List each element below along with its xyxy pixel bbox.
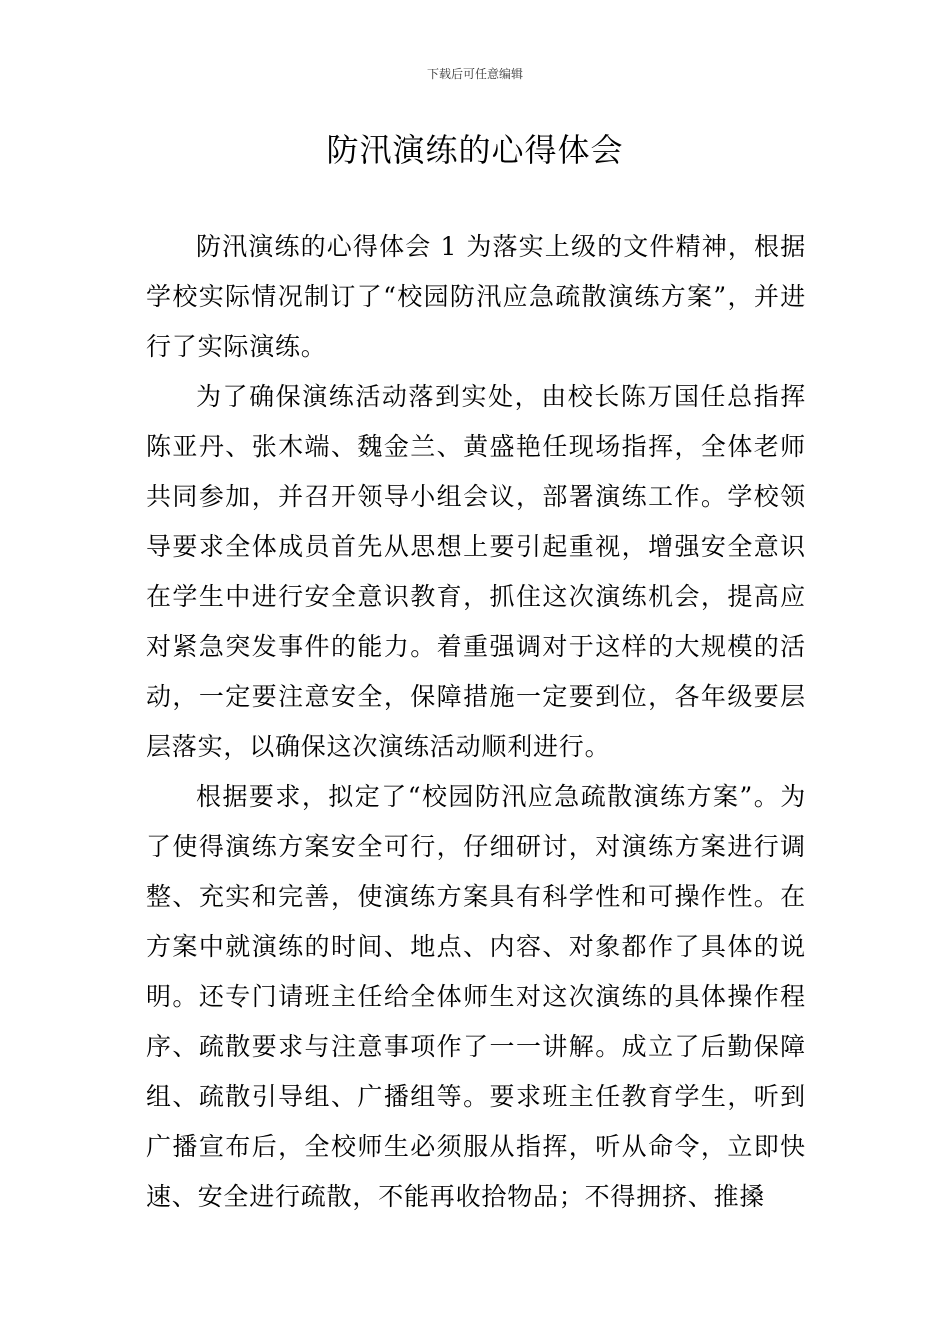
paragraph-2: 为了确保演练活动落到实处，由校长陈万国任总指挥陈亚丹、张木端、魏金兰、黄盛艳任现场指挥，全体老师共同参加，并召开领导小组会议，部署演练工作。学校领导要求全体成员首先从思想上要引起重视，增强安全意识在学生中进行安全意识教育，抓住这次演练机会，提高应对紧急突发事件的能力。着重强调对于这样的大规模的活动，一定要注意安全，保障措施一定要到位，各年级要层层落实，以确保这次演练活动顺利进行。 xyxy=(146,382,806,761)
paragraph-1: 防汛演练的心得体会 1 为落实上级的文件精神，根据学校实际情况制订了“校园防汛应急疏散演练方案”，并进行了实际演练。 xyxy=(146,232,806,361)
document-body xyxy=(146,222,806,1222)
page-title: 防汛演练的心得体会 xyxy=(326,131,624,169)
paragraph-3: 根据要求，拟定了“校园防汛应急疏散演练方案”。为了使得演练方案安全可行，仔细研讨，对演练方案进行调整、充实和完善，使演练方案具有科学性和可操作性。在方案中就演练的时间、地点、内容、对象都作了具体的说明。还专门请班主任给全体师生对这次演练的具体操作程序、疏散要求与注意事项作了一一讲解。成立了后勤保障组、疏散引导组、广播组等。要求班主任教育学生，听到广播宣布后，全校师生必须服从指挥，听从命令，立即快速、安全进行疏散，不能再收拾物品；不得拥挤、推搡 xyxy=(146,782,806,1211)
header-note: 下载后可任意编辑 xyxy=(426,67,523,81)
